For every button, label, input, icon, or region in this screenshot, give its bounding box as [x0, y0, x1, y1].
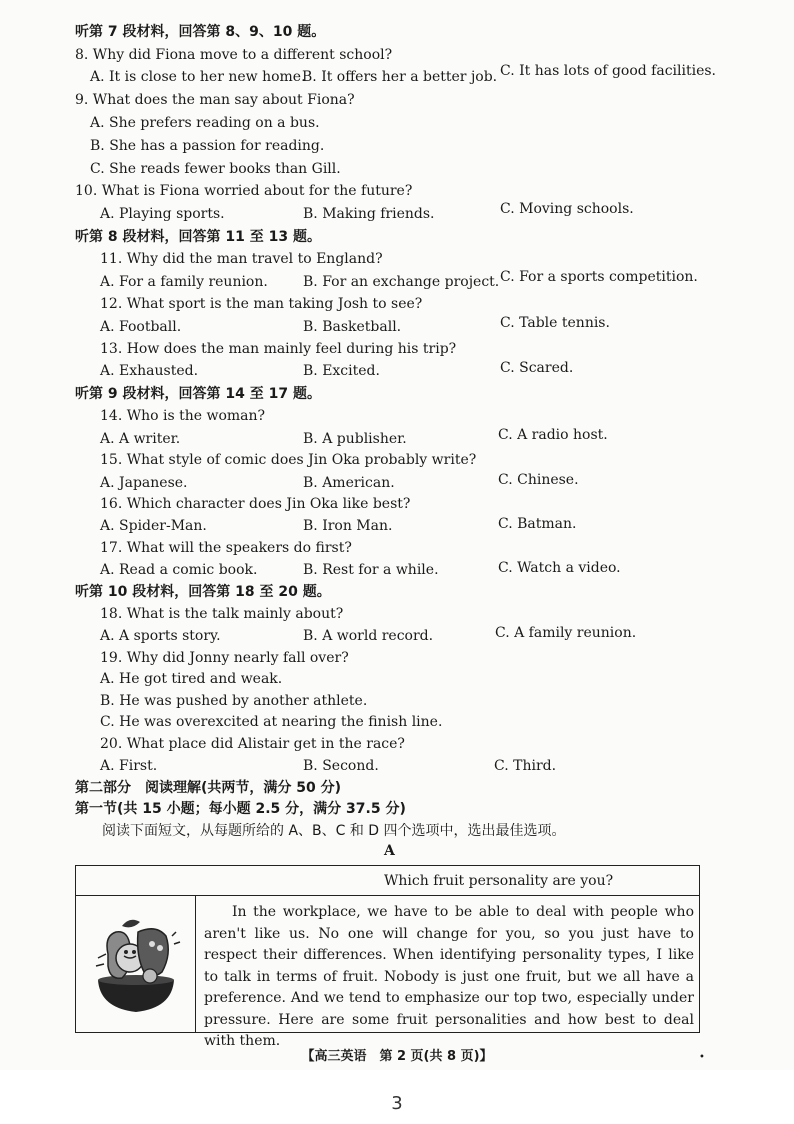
question-10: 10. What is Fiona worried about for the future?: [75, 183, 413, 199]
page-number: 3: [391, 1093, 403, 1114]
page-footer: 【高三英语 第 2 页(共 8 页)】: [301, 1049, 493, 1064]
listening-heading-7: 听第 7 段材料，回答第 8、9、10 题。: [75, 24, 326, 40]
q18-option-c: C. A family reunion.: [495, 625, 637, 641]
q13-option-c: C. Scared.: [500, 360, 574, 376]
q18-option-a: A. A sports story.: [100, 628, 221, 644]
q20-option-a: A. First.: [100, 758, 158, 774]
question-11: 11. Why did the man travel to England?: [100, 251, 383, 267]
q14-option-c: C. A radio host.: [498, 427, 608, 443]
passage-paragraph: In the workplace, we have to be able to deal with people who aren't like us. No one will change for you, so you just have to respect their differences. When identifying personality types, I like to talk in terms of fruit. Nobody is just one fruit, but we all have a preference. And we tend to emphasize our top two, especially under pressure. Here are some fruit personalities and how best to deal with them.: [204, 904, 694, 1049]
reading-instructions: 阅读下面短文，从每题所给的 A、B、C 和 D 四个选项中，选出最佳选项。: [102, 823, 566, 839]
q17-option-b: B. Rest for a while.: [303, 562, 439, 578]
q10-option-c: C. Moving schools.: [500, 201, 634, 217]
footer-mark: •: [699, 1052, 705, 1063]
q14-option-b: B. A publisher.: [303, 431, 407, 447]
question-20: 20. What place did Alistair get in the race?: [100, 736, 405, 752]
question-17: 17. What will the speakers do first?: [100, 540, 352, 556]
q15-option-b: B. American.: [303, 475, 395, 491]
q8-option-b: B. It offers her a better job.: [302, 69, 498, 85]
question-19: 19. Why did Jonny nearly fall over?: [100, 650, 349, 666]
q13-option-a: A. Exhausted.: [100, 363, 199, 379]
passage-box: [75, 865, 700, 1049]
section-one-heading: 第一节(共 15 小题；每小题 2.5 分，满分 37.5 分): [75, 801, 406, 817]
listening-heading-9: 听第 9 段材料，回答第 14 至 17 题。: [75, 386, 321, 402]
q19-option-a: A. He got tired and weak.: [100, 671, 283, 687]
part-two-heading: 第二部分 阅读理解(共两节，满分 50 分): [75, 780, 342, 796]
question-18: 18. What is the talk mainly about?: [100, 606, 344, 622]
listening-heading-10: 听第 10 段材料，回答第 18 至 20 题。: [75, 584, 331, 600]
q15-option-c: C. Chinese.: [498, 472, 579, 488]
q9-option-b: B. She has a passion for reading.: [90, 138, 325, 154]
q10-option-a: A. Playing sports.: [100, 206, 225, 222]
q19-option-c: C. He was overexcited at nearing the finish line.: [100, 714, 443, 730]
q8-option-a: A. It is close to her new home.: [90, 69, 306, 85]
q17-option-c: C. Watch a video.: [498, 560, 621, 576]
question-12: 12. What sport is the man taking Josh to see?: [100, 296, 423, 312]
passage-illustration-cell: [76, 896, 196, 1032]
q16-option-a: A. Spider-Man.: [100, 518, 207, 534]
question-8: 8. Why did Fiona move to a different school?: [75, 47, 393, 63]
q10-option-b: B. Making friends.: [303, 206, 435, 222]
q12-option-a: A. Football.: [100, 319, 182, 335]
q20-option-b: B. Second.: [303, 758, 379, 774]
q17-option-a: A. Read a comic book.: [100, 562, 258, 578]
q8-option-c: C. It has lots of good facilities.: [500, 63, 717, 79]
q11-option-a: A. For a family reunion.: [100, 274, 268, 290]
q9-option-c: C. She reads fewer books than Gill.: [90, 161, 341, 177]
listening-heading-8: 听第 8 段材料，回答第 11 至 13 题。: [75, 229, 321, 245]
q18-option-b: B. A world record.: [303, 628, 434, 644]
passage-letter: A: [384, 843, 395, 859]
question-14: 14. Who is the woman?: [100, 408, 266, 424]
fruit-bowl-illustration: [76, 896, 196, 1032]
q11-option-c: C. For a sports competition.: [500, 269, 698, 285]
q19-option-b: B. He was pushed by another athlete.: [100, 693, 368, 709]
q9-option-a: A. She prefers reading on a bus.: [90, 115, 320, 131]
question-13: 13. How does the man mainly feel during his trip?: [100, 341, 457, 357]
q15-option-a: A. Japanese.: [100, 475, 188, 491]
q12-option-c: C. Table tennis.: [500, 315, 610, 331]
question-9: 9. What does the man say about Fiona?: [75, 92, 355, 108]
q14-option-a: A. A writer.: [100, 431, 181, 447]
q16-option-b: B. Iron Man.: [303, 518, 393, 534]
passage-title: Which fruit personality are you?: [384, 873, 614, 889]
q16-option-c: C. Batman.: [498, 516, 577, 532]
question-16: 16. Which character does Jin Oka like best?: [100, 496, 411, 512]
q12-option-b: B. Basketball.: [303, 319, 402, 335]
q11-option-b: B. For an exchange project.: [303, 274, 500, 290]
q20-option-c: C. Third.: [494, 758, 557, 774]
passage-title-row: [76, 866, 699, 896]
q13-option-b: B. Excited.: [303, 363, 380, 379]
question-15: 15. What style of comic does Jin Oka probably write?: [100, 452, 477, 468]
